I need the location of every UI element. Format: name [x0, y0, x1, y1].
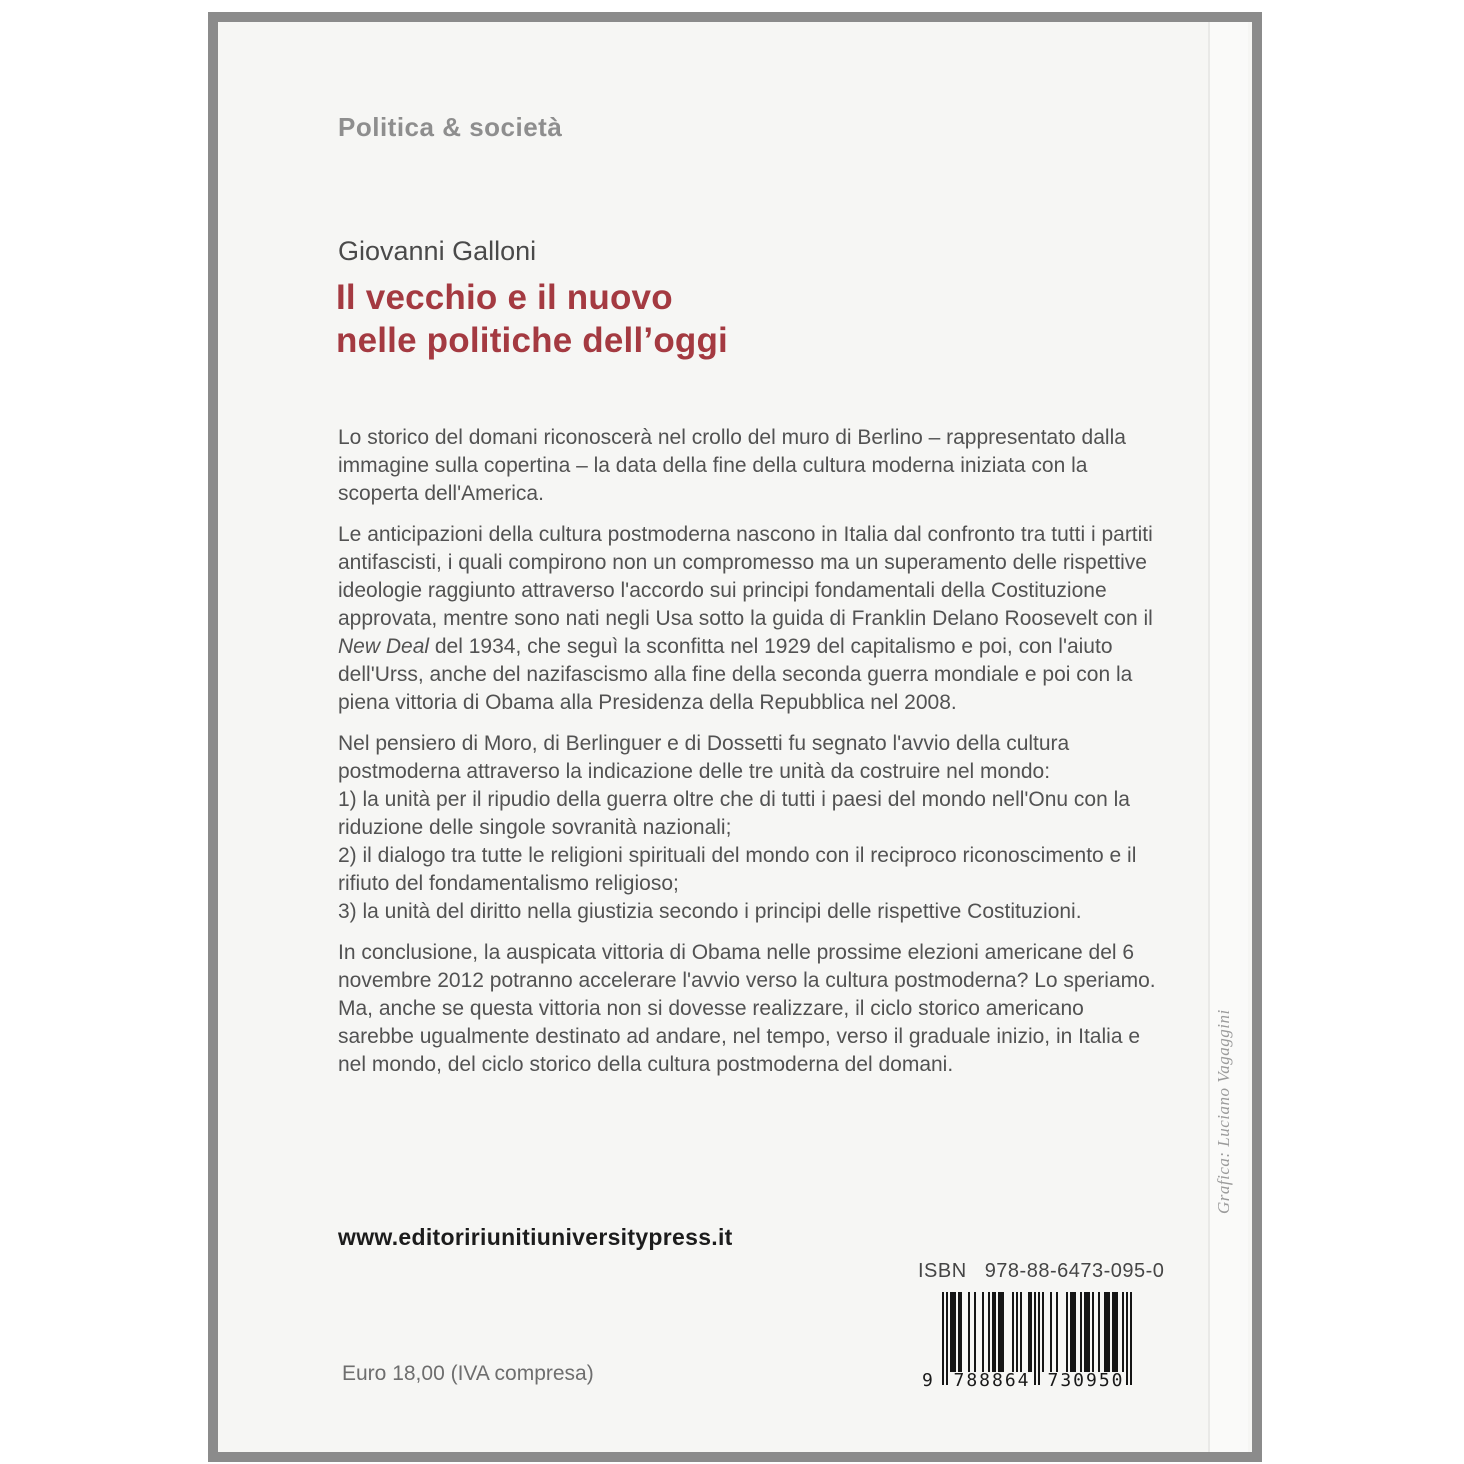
series-title: Politica & società: [338, 112, 563, 142]
paragraph: Le anticipazioni della cultura postmoderna nascono in Italia dal confronto tra tutti i partiti antifascisti, i quali compirono non un compromesso ma un superamento delle rispettive ideologie raggiunto attraverso l'accordo sui principi fondamentali della Costituzione approvata, mentre sono nati negli Usa sotto la guida di Franklin Delano Roosevelt con il New Deal del 1934, che seguì la sconfitta nel 1929 del capitalismo e poi, con l'aiuto dell'Urss, anche del nazifascismo alla fine della seconda guerra mondiale e poi con la piena vittoria di Obama alla Presidenza della Repubblica nel 2008.: [338, 523, 1153, 714]
isbn-label: ISBN: [918, 1260, 967, 1282]
spine-crease: [1208, 22, 1210, 1452]
paragraph: 2) il dialogo tra tutte le religioni spirituali del mondo con il reciproco riconoscimento e il rifiuto del fondamentalismo religioso;: [338, 844, 1137, 895]
price-label: Euro 18,00 (IVA compresa): [342, 1362, 594, 1385]
ean-barcode: [922, 1292, 1132, 1410]
barcode-digit-left-group: 788864: [953, 1370, 1031, 1391]
isbn-number: 978-88-6473-095-0: [984, 1260, 1165, 1282]
book-title-line2: nelle politiche dell’oggi: [336, 321, 728, 360]
isbn-block: [918, 1260, 1165, 1410]
paragraph: 3) la unità del diritto nella giustizia secondo i principi delle rispettive Costituzioni.: [338, 900, 1082, 923]
paragraph: Lo storico del domani riconoscerà nel crollo del muro di Berlino – rappresentato dalla immagine sulla copertina – la data della fine della cultura moderna iniziata con la scoperta dell'America.: [338, 426, 1126, 505]
barcode-digits: [922, 1368, 1132, 1392]
barcode-digit-lead: 9: [922, 1370, 933, 1391]
book-title-line1: Il vecchio e il nuovo: [336, 278, 673, 317]
paragraph: In conclusione, la auspicata vittoria di Obama nelle prossime elezioni americane del 6 novembre 2012 potranno accelerare l'avvio verso la cultura postmoderna? Lo speriamo. Ma, anche se questa vittoria non si dovesse realizzare, il ciclo storico americano sarebbe ugualmente destinato ad andare, nel tempo, verso il graduale inizio, in Italia e nel mondo, del ciclo storico della cultura postmoderna del domani.: [338, 941, 1156, 1076]
cover-edge-highlight: [1210, 22, 1248, 1452]
author-name: Giovanni Galloni: [338, 236, 537, 266]
paragraph: 1) la unità per il ripudio della guerra oltre che di tutti i paesi del mondo nell'Onu con la riduzione delle singole sovranità nazionali;: [338, 788, 1130, 839]
publisher-website: www.editoririunitiuniversitypress.it: [338, 1224, 733, 1250]
paragraph: Nel pensiero di Moro, di Berlinguer e di Dossetti fu segnato l'avvio della cultura postmoderna attraverso la indicazione delle tre unità da costruire nel mondo:: [338, 732, 1070, 783]
book-title: [336, 276, 728, 362]
designer-credit: Grafica: Luciano Vagaggini: [1214, 1009, 1233, 1214]
body-paragraphs: [338, 424, 1160, 1092]
book-back-cover: [208, 12, 1262, 1462]
barcode-digit-right-group: 730950: [1047, 1370, 1125, 1391]
isbn-line: [918, 1260, 1165, 1283]
